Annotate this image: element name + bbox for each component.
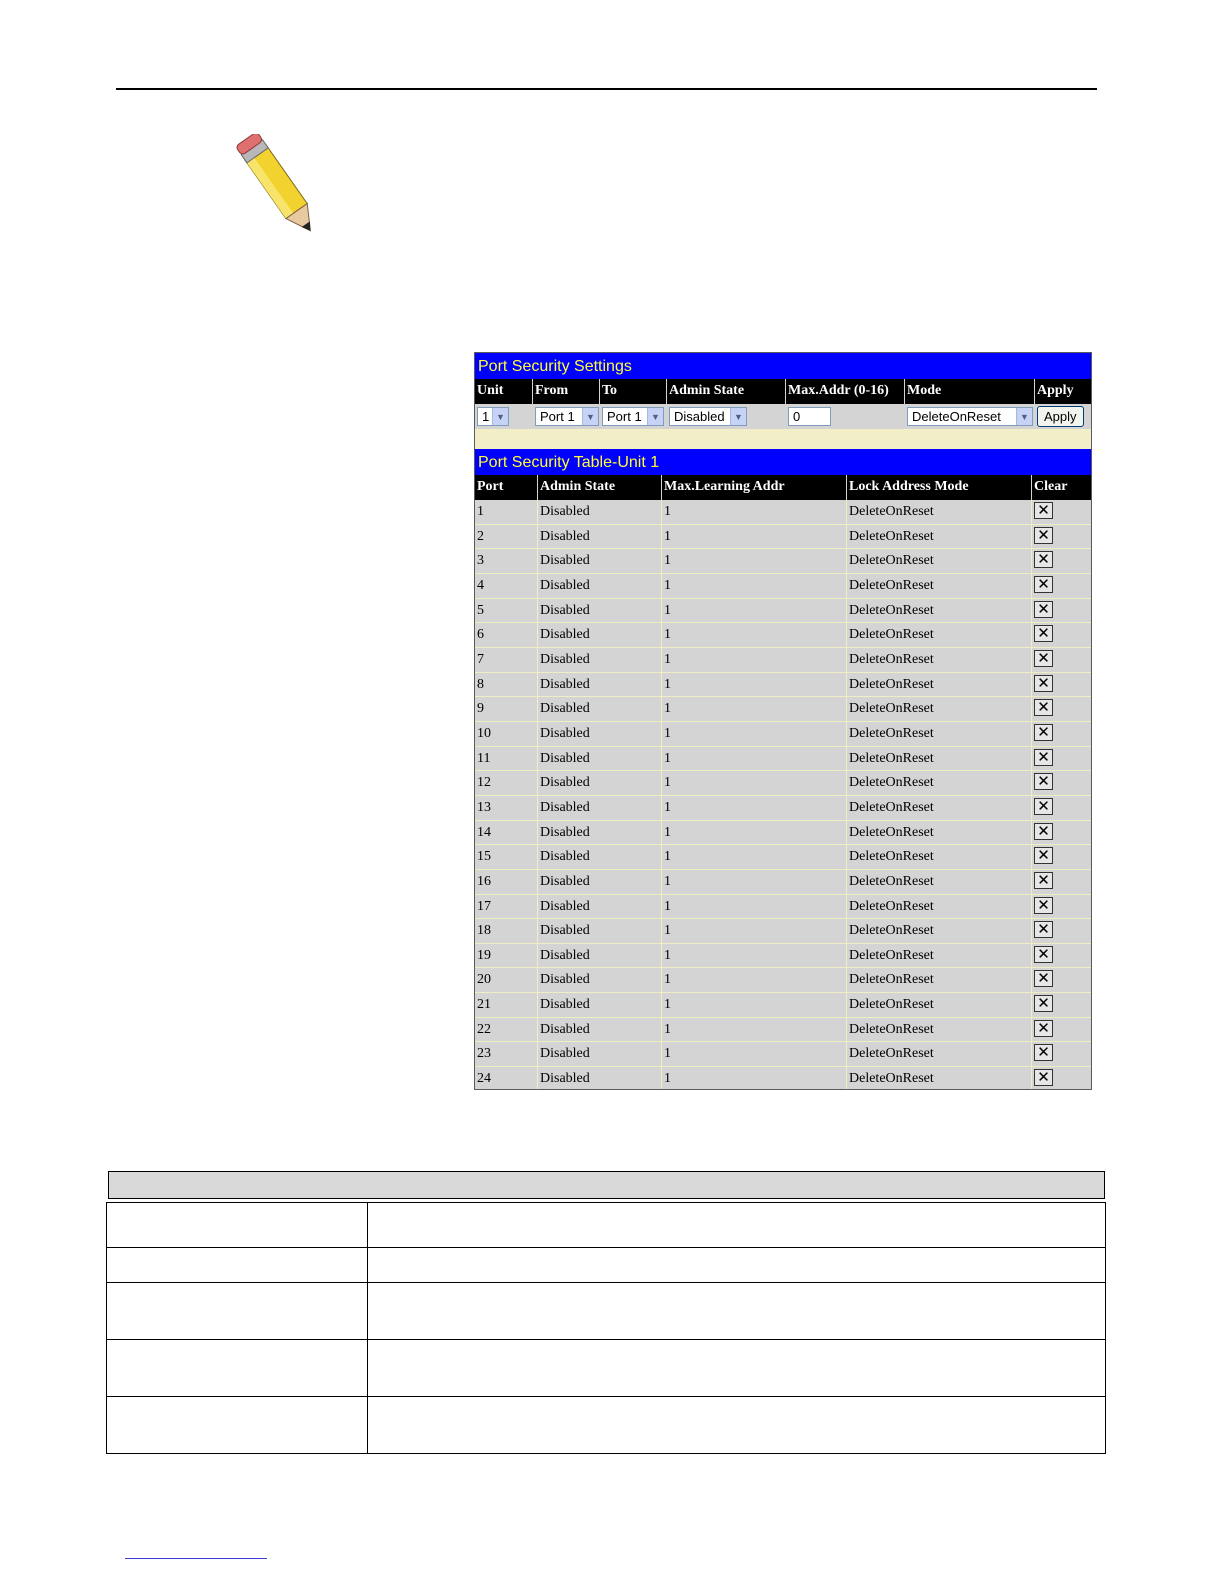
port-cell: 12	[475, 771, 538, 795]
chevron-down-icon: ▼	[582, 408, 598, 425]
clear-cell	[1032, 623, 1091, 647]
admin-state-cell: Disabled	[538, 648, 662, 672]
port-security-table-body	[475, 500, 1091, 1090]
unit-select[interactable]: 1 ▼	[477, 407, 509, 426]
admin-state-cell: Disabled	[538, 919, 662, 943]
port-cell: 18	[475, 919, 538, 943]
port-cell: 10	[475, 722, 538, 746]
admin-state-cell: Disabled	[538, 747, 662, 771]
max-learning-addr-cell: 1	[662, 1067, 847, 1090]
table-row	[475, 993, 1091, 1018]
port-cell: 22	[475, 1018, 538, 1042]
clear-cell	[1032, 1067, 1091, 1090]
close-icon[interactable]: ✕	[1034, 699, 1053, 716]
clear-cell	[1032, 574, 1091, 598]
port-cell: 1	[475, 500, 538, 524]
lock-address-mode-cell: DeleteOnReset	[847, 525, 1032, 549]
lock-address-mode-cell: DeleteOnReset	[847, 1067, 1032, 1090]
clear-cell	[1032, 673, 1091, 697]
header-from: From	[533, 379, 600, 404]
lock-address-mode-cell: DeleteOnReset	[847, 500, 1032, 524]
close-icon[interactable]: ✕	[1034, 872, 1053, 889]
from-port-select[interactable]: Port 1 ▼	[535, 407, 599, 426]
chevron-down-icon: ▼	[492, 408, 508, 425]
clear-cell	[1032, 599, 1091, 623]
port-cell: 9	[475, 697, 538, 721]
table-row	[475, 870, 1091, 895]
table-row	[475, 525, 1091, 550]
header-admin-state: Admin State	[667, 379, 786, 404]
port-cell: 23	[475, 1042, 538, 1066]
admin-state-cell: Disabled	[538, 771, 662, 795]
admin-state-cell: Disabled	[538, 944, 662, 968]
parameter-row	[107, 1283, 1105, 1340]
header-port: Port	[475, 475, 538, 500]
clear-cell	[1032, 525, 1091, 549]
close-icon[interactable]: ✕	[1034, 724, 1053, 741]
footer-link-underline	[125, 1558, 267, 1559]
table-row	[475, 599, 1091, 624]
table-row	[475, 895, 1091, 920]
admin-state-cell: Disabled	[538, 845, 662, 869]
admin-state-cell: Disabled	[538, 870, 662, 894]
admin-state-cell: Disabled	[538, 895, 662, 919]
lock-address-mode-cell: DeleteOnReset	[847, 747, 1032, 771]
close-icon[interactable]: ✕	[1034, 847, 1053, 864]
max-learning-addr-cell: 1	[662, 845, 847, 869]
settings-header-row	[475, 379, 1091, 404]
max-learning-addr-cell: 1	[662, 944, 847, 968]
table-row	[475, 796, 1091, 821]
settings-divider-strip	[475, 429, 1091, 449]
max-learning-addr-cell: 1	[662, 697, 847, 721]
max-learning-addr-cell: 1	[662, 747, 847, 771]
close-icon[interactable]: ✕	[1034, 625, 1053, 642]
lock-address-mode-cell: DeleteOnReset	[847, 895, 1032, 919]
admin-state-cell: Disabled	[538, 796, 662, 820]
port-cell: 8	[475, 673, 538, 697]
lock-address-mode-cell: DeleteOnReset	[847, 968, 1032, 992]
close-icon[interactable]: ✕	[1034, 1020, 1053, 1037]
port-cell: 19	[475, 944, 538, 968]
chevron-down-icon: ▼	[730, 408, 746, 425]
table-row	[475, 1042, 1091, 1067]
close-icon[interactable]: ✕	[1034, 551, 1053, 568]
table-header-row	[475, 475, 1091, 500]
admin-state-cell: Disabled	[538, 574, 662, 598]
close-icon[interactable]: ✕	[1034, 897, 1053, 914]
max-learning-addr-cell: 1	[662, 796, 847, 820]
parameter-row	[107, 1397, 1105, 1453]
settings-control-row	[475, 404, 1091, 429]
port-cell: 21	[475, 993, 538, 1017]
port-cell: 24	[475, 1067, 538, 1090]
header-max-addr: Max.Addr (0-16)	[786, 379, 905, 404]
lock-address-mode-cell: DeleteOnReset	[847, 1018, 1032, 1042]
close-icon[interactable]: ✕	[1034, 823, 1053, 840]
table-row	[475, 1018, 1091, 1043]
clear-cell	[1032, 821, 1091, 845]
port-security-panel	[474, 352, 1092, 1090]
close-icon[interactable]: ✕	[1034, 946, 1053, 963]
header-mode: Mode	[905, 379, 1035, 404]
max-learning-addr-cell: 1	[662, 599, 847, 623]
lock-address-mode-cell: DeleteOnReset	[847, 771, 1032, 795]
parameter-table-header	[108, 1171, 1105, 1199]
clear-cell	[1032, 549, 1091, 573]
chevron-down-icon: ▼	[647, 408, 663, 425]
clear-cell	[1032, 1042, 1091, 1066]
pencil-icon	[232, 134, 332, 250]
header-clear: Clear	[1034, 479, 1068, 494]
close-icon[interactable]: ✕	[1034, 970, 1053, 987]
to-port-select[interactable]: Port 1 ▼	[602, 407, 664, 426]
settings-title: Port Security Settings	[475, 353, 1091, 379]
lock-address-mode-cell: DeleteOnReset	[847, 623, 1032, 647]
table-row	[475, 944, 1091, 969]
table-row	[475, 747, 1091, 772]
clear-cell	[1032, 919, 1091, 943]
clear-cell	[1032, 796, 1091, 820]
table-row	[475, 500, 1091, 525]
max-learning-addr-cell: 1	[662, 771, 847, 795]
header-apply: Apply	[1037, 383, 1074, 398]
clear-cell	[1032, 968, 1091, 992]
clear-cell	[1032, 895, 1091, 919]
clear-cell	[1032, 1018, 1091, 1042]
header-to: To	[600, 379, 667, 404]
close-icon[interactable]: ✕	[1034, 773, 1053, 790]
max-learning-addr-cell: 1	[662, 968, 847, 992]
admin-state-cell: Disabled	[538, 697, 662, 721]
port-cell: 7	[475, 648, 538, 672]
lock-address-mode-cell: DeleteOnReset	[847, 821, 1032, 845]
port-cell: 13	[475, 796, 538, 820]
max-learning-addr-cell: 1	[662, 500, 847, 524]
page-header-rule	[116, 88, 1097, 90]
admin-state-cell: Disabled	[538, 500, 662, 524]
port-cell: 20	[475, 968, 538, 992]
port-cell: 14	[475, 821, 538, 845]
clear-cell	[1032, 697, 1091, 721]
max-learning-addr-cell: 1	[662, 623, 847, 647]
parameter-row	[107, 1203, 1105, 1248]
clear-cell	[1032, 845, 1091, 869]
clear-cell	[1032, 722, 1091, 746]
table-row	[475, 845, 1091, 870]
admin-state-cell: Disabled	[538, 1067, 662, 1090]
close-icon[interactable]: ✕	[1034, 749, 1053, 766]
table-row	[475, 648, 1091, 673]
clear-cell	[1032, 500, 1091, 524]
admin-state-cell: Disabled	[538, 525, 662, 549]
port-cell: 5	[475, 599, 538, 623]
max-learning-addr-cell: 1	[662, 722, 847, 746]
lock-address-mode-cell: DeleteOnReset	[847, 1042, 1032, 1066]
table-title: Port Security Table-Unit 1	[475, 449, 1091, 475]
apply-button[interactable]: Apply	[1037, 406, 1084, 427]
max-learning-addr-cell: 1	[662, 574, 847, 598]
admin-state-cell: Disabled	[538, 821, 662, 845]
table-row	[475, 623, 1091, 648]
admin-state-cell: Disabled	[538, 968, 662, 992]
max-learning-addr-cell: 1	[662, 919, 847, 943]
port-cell: 2	[475, 525, 538, 549]
port-cell: 15	[475, 845, 538, 869]
max-learning-addr-cell: 1	[662, 1042, 847, 1066]
lock-address-mode-cell: DeleteOnReset	[847, 944, 1032, 968]
table-row	[475, 574, 1091, 599]
port-cell: 11	[475, 747, 538, 771]
table-row	[475, 821, 1091, 846]
table-row	[475, 549, 1091, 574]
close-icon[interactable]: ✕	[1034, 601, 1053, 618]
lock-address-mode-cell: DeleteOnReset	[847, 722, 1032, 746]
port-cell: 4	[475, 574, 538, 598]
close-icon[interactable]: ✕	[1034, 995, 1053, 1012]
lock-address-mode-cell: DeleteOnReset	[847, 549, 1032, 573]
max-learning-addr-cell: 1	[662, 895, 847, 919]
table-row	[475, 919, 1091, 944]
lock-address-mode-cell: DeleteOnReset	[847, 574, 1032, 598]
lock-address-mode-cell: DeleteOnReset	[847, 796, 1032, 820]
close-icon[interactable]: ✕	[1034, 798, 1053, 815]
table-row	[475, 673, 1091, 698]
admin-state-cell: Disabled	[538, 599, 662, 623]
admin-state-cell: Disabled	[538, 623, 662, 647]
header-lock-address-mode: Lock Address Mode	[847, 475, 1032, 500]
port-cell: 3	[475, 549, 538, 573]
close-icon[interactable]: ✕	[1034, 650, 1053, 667]
lock-address-mode-cell: DeleteOnReset	[847, 919, 1032, 943]
admin-state-cell: Disabled	[538, 1018, 662, 1042]
max-learning-addr-cell: 1	[662, 1018, 847, 1042]
table-row	[475, 697, 1091, 722]
chevron-down-icon: ▼	[1016, 408, 1032, 425]
table-row	[475, 771, 1091, 796]
admin-state-cell: Disabled	[538, 993, 662, 1017]
parameter-row	[107, 1340, 1105, 1397]
admin-state-select[interactable]: Disabled ▼	[669, 407, 747, 426]
port-cell: 6	[475, 623, 538, 647]
admin-state-cell: Disabled	[538, 673, 662, 697]
lock-address-mode-cell: DeleteOnReset	[847, 845, 1032, 869]
close-icon[interactable]: ✕	[1034, 576, 1053, 593]
clear-cell	[1032, 870, 1091, 894]
table-row	[475, 1067, 1091, 1090]
clear-cell	[1032, 648, 1091, 672]
clear-cell	[1032, 771, 1091, 795]
lock-address-mode-cell: DeleteOnReset	[847, 648, 1032, 672]
header-max-learning-addr: Max.Learning Addr	[662, 475, 847, 500]
header-admin-state: Admin State	[538, 475, 662, 500]
port-cell: 17	[475, 895, 538, 919]
admin-state-cell: Disabled	[538, 1042, 662, 1066]
max-learning-addr-cell: 1	[662, 549, 847, 573]
admin-state-cell: Disabled	[538, 549, 662, 573]
mode-select[interactable]: DeleteOnReset ▼	[907, 407, 1033, 426]
lock-address-mode-cell: DeleteOnReset	[847, 599, 1032, 623]
close-icon[interactable]: ✕	[1034, 527, 1053, 544]
close-icon[interactable]: ✕	[1034, 675, 1053, 692]
lock-address-mode-cell: DeleteOnReset	[847, 673, 1032, 697]
close-icon[interactable]: ✕	[1034, 1044, 1053, 1061]
close-icon[interactable]: ✕	[1034, 921, 1053, 938]
max-learning-addr-cell: 1	[662, 993, 847, 1017]
max-learning-addr-cell: 1	[662, 648, 847, 672]
header-unit: Unit	[475, 379, 533, 404]
table-row	[475, 968, 1091, 993]
close-icon[interactable]: ✕	[1034, 1069, 1053, 1086]
lock-address-mode-cell: DeleteOnReset	[847, 697, 1032, 721]
clear-cell	[1032, 993, 1091, 1017]
clear-cell	[1032, 747, 1091, 771]
close-icon[interactable]: ✕	[1034, 502, 1053, 519]
parameter-table	[106, 1202, 1106, 1454]
parameter-row	[107, 1248, 1105, 1283]
max-learning-addr-cell: 1	[662, 673, 847, 697]
max-learning-addr-cell: 1	[662, 821, 847, 845]
max-learning-addr-cell: 1	[662, 870, 847, 894]
table-row	[475, 722, 1091, 747]
max-learning-addr-cell: 1	[662, 525, 847, 549]
lock-address-mode-cell: DeleteOnReset	[847, 993, 1032, 1017]
lock-address-mode-cell: DeleteOnReset	[847, 870, 1032, 894]
port-cell: 16	[475, 870, 538, 894]
clear-cell	[1032, 944, 1091, 968]
admin-state-cell: Disabled	[538, 722, 662, 746]
max-addr-input[interactable]: 0	[788, 407, 831, 426]
